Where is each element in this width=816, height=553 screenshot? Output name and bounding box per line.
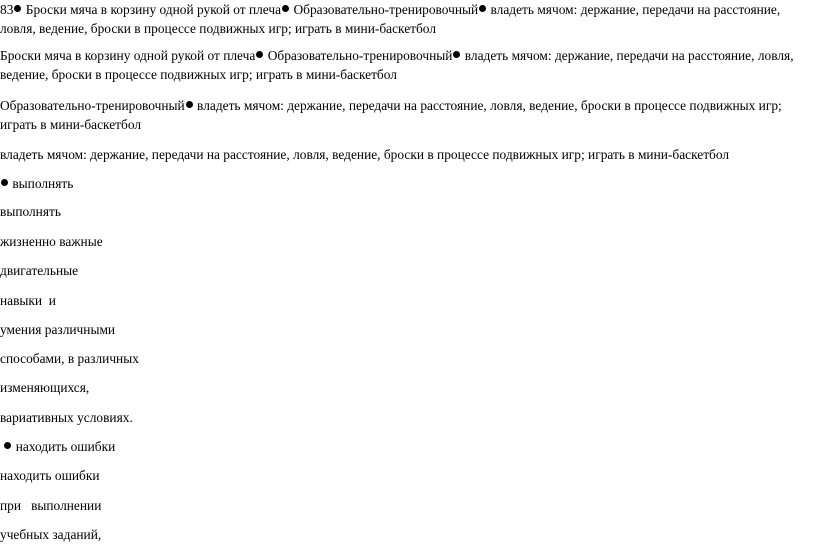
paragraph-5 [0, 174, 816, 193]
bullet-icon [186, 101, 193, 108]
paragraph-12: изменяющихся, [0, 380, 90, 395]
paragraph-10: умения различными [0, 322, 116, 337]
paragraph-9: навыки и [0, 293, 56, 308]
topic-text: Броски мяча в корзину одной рукой от плеча [25, 2, 282, 17]
bullet-icon [1, 179, 8, 186]
bullet-icon [256, 51, 263, 58]
paragraph-7: жизненно важные [0, 234, 103, 249]
item-number: 83 [0, 2, 14, 17]
bullet-icon [282, 5, 289, 12]
paragraph-3 [0, 96, 816, 134]
paragraph-11: способами, в различных [0, 351, 139, 366]
lesson-type-text: Образовательно-тренировочный [290, 2, 479, 17]
bullet-text: находить ошибки [12, 439, 116, 454]
paragraph-17: учебных заданий, [0, 527, 102, 542]
bullet-text: выполнять [9, 176, 74, 191]
paragraph-16: при выполнении [0, 498, 102, 513]
paragraph-1 [0, 0, 816, 38]
paragraph-4: владеть мячом: держание, передачи на расстояние, ловля, ведение, броски в процессе подвижных игр; играть в мини-баскетбол [0, 147, 730, 162]
paragraph-13: вариативных условиях. [0, 410, 133, 425]
skills-text: владеть мячом: держание, передачи на расстояние, ловля, ведение, броски в процессе подвижных игр; играть в мини-баскетбол [0, 48, 794, 82]
lesson-type-text: Образовательно-тренировочный [0, 98, 185, 113]
topic-text: Броски мяча в корзину одной рукой от плеча [0, 48, 256, 63]
lesson-type-text: Образовательно-тренировочный [264, 48, 453, 63]
paragraph-14 [0, 437, 816, 456]
skills-text: владеть мячом: держание, передачи на расстояние, ловля, ведение, броски в процессе подвижных игр; играть в мини-баскетбол [0, 98, 782, 132]
paragraph-2 [0, 46, 816, 84]
bullet-icon [453, 51, 460, 58]
paragraph-8: двигательные [0, 263, 79, 278]
bullet-icon [4, 442, 11, 449]
paragraph-15: находить ошибки [0, 468, 100, 483]
bullet-icon [479, 5, 486, 12]
bullet-icon [14, 5, 21, 12]
paragraph-6: выполнять [0, 204, 61, 219]
skills-text: владеть мячом: держание, передачи на расстояние, ловля, ведение, броски в процессе подвижных игр; играть в мини-баскетбол [0, 2, 781, 36]
